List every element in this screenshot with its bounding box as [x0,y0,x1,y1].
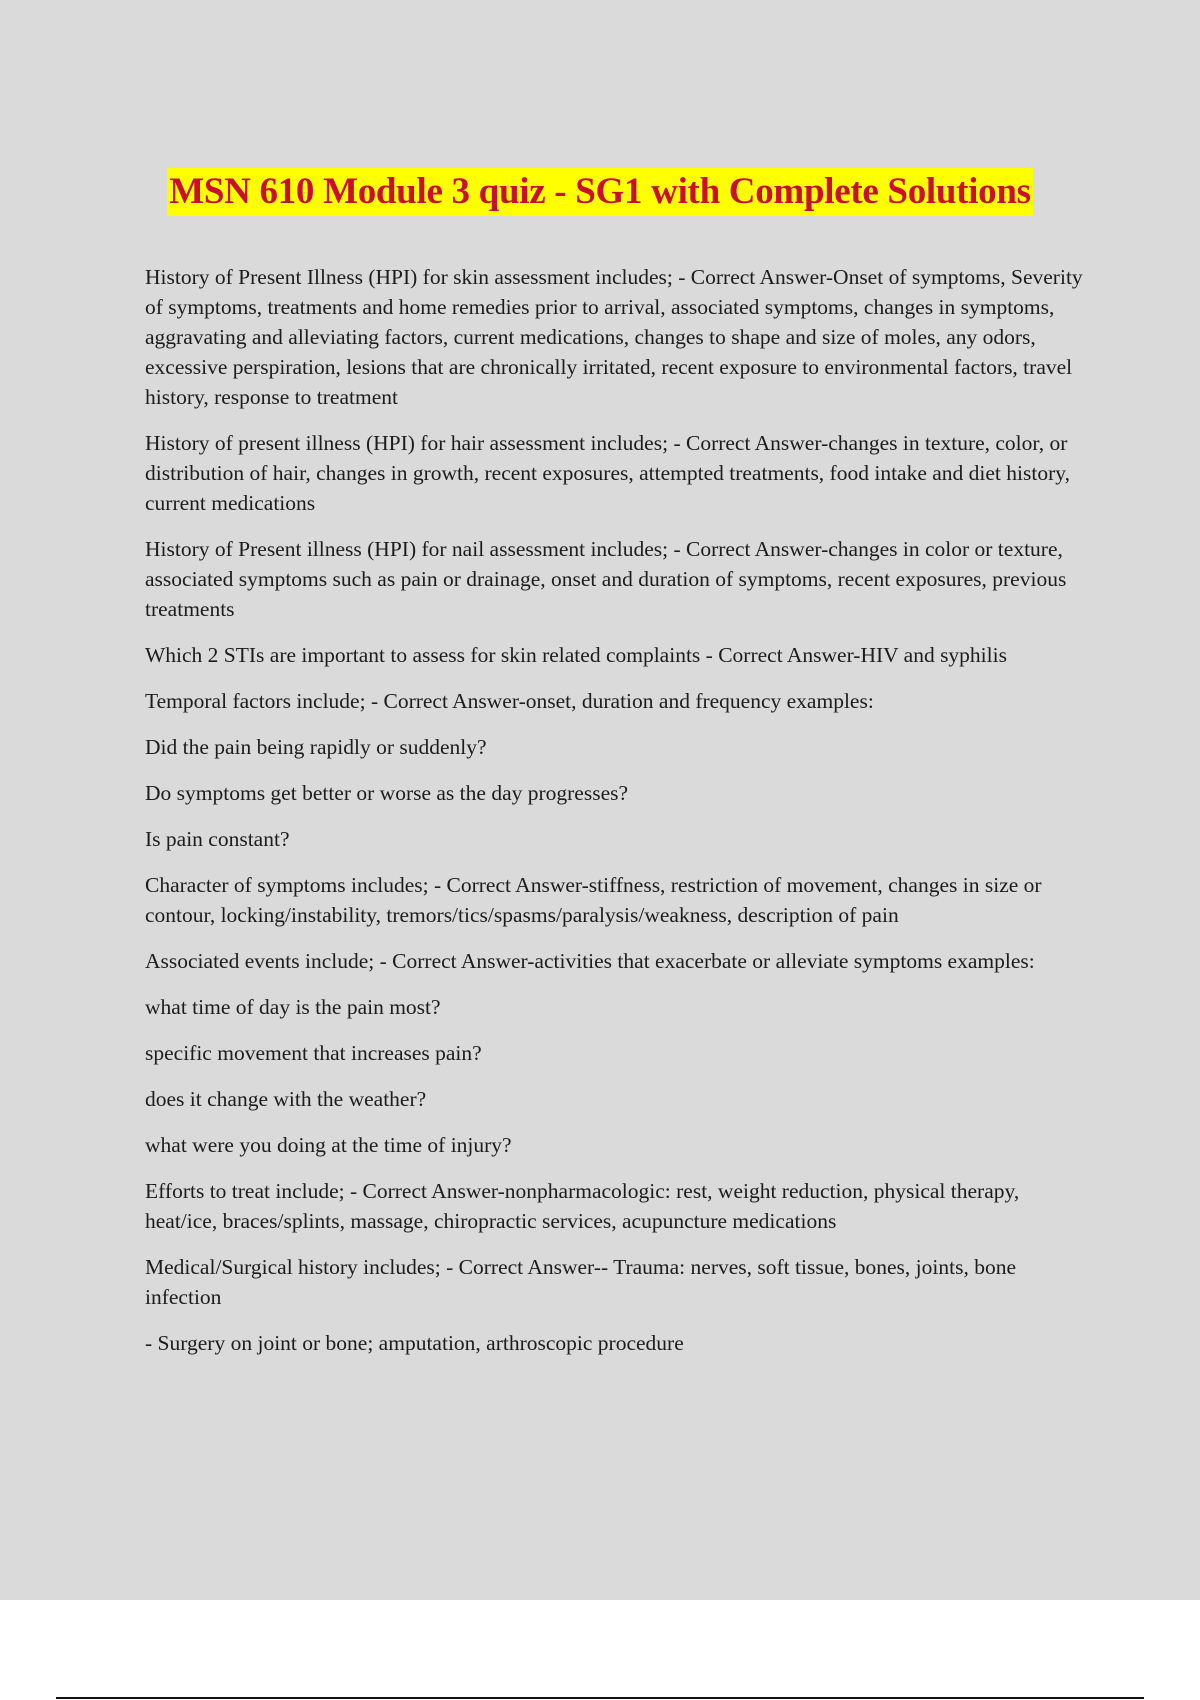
paragraph-hair-hpi: History of present illness (HPI) for hair assessment includes; - Correct Answer-changes in texture, color, or distribution of hair, changes in growth, recent exposures, attempted treatments, food intake and diet history, current medications [145,431,1070,515]
paragraph-example-day: Do symptoms get better or worse as the day progresses? [145,781,629,805]
paragraph-nail-hpi: History of Present illness (HPI) for nail assessment includes; - Correct Answer-changes in color or texture, associated symptoms such as pain or drainage, onset and duration of symptoms, recent exposures, previous treatments [145,537,1067,621]
title-container [0,168,1200,216]
paragraph-efforts-to-treat: Efforts to treat include; - Correct Answer-nonpharmacologic: rest, weight reduction, physical therapy, heat/ice, braces/splints, massage, chiropractic services, acupuncture medications [145,1179,1020,1233]
paragraph-example-rapid: Did the pain being rapidly or suddenly? [145,735,487,759]
paragraph-example-weather: does it change with the weather? [145,1087,427,1111]
paragraph-example-injury: what were you doing at the time of injury? [145,1133,512,1157]
paragraph-surgery: - Surgery on joint or bone; amputation, arthroscopic procedure [145,1331,684,1355]
document-title: MSN 610 Module 3 quiz - SG1 with Complete Solutions [167,168,1032,216]
footer-divider [56,1697,1144,1699]
paragraph-associated-events: Associated events include; - Correct Answer-activities that exacerbate or alleviate symptoms examples: [145,949,1035,973]
paragraph-temporal-factors: Temporal factors include; - Correct Answer-onset, duration and frequency examples: [145,689,874,713]
paragraph-example-movement: specific movement that increases pain? [145,1041,482,1065]
paragraph-character: Character of symptoms includes; - Correct Answer-stiffness, restriction of movement, changes in size or contour, locking/instability, tremors/tics/spasms/paralysis/weakness, description of pain [145,873,1042,927]
paragraph-example-time: what time of day is the pain most? [145,995,441,1019]
paragraph-example-constant: Is pain constant? [145,827,290,851]
paragraph-stis: Which 2 STIs are important to assess for skin related complaints - Correct Answer-HIV and syphilis [145,643,1007,667]
document-body [145,262,1095,1374]
paragraph-skin-hpi: History of Present Illness (HPI) for skin assessment includes; - Correct Answer-Onset of symptoms, Severity of symptoms, treatments and home remedies prior to arrival, associated symptoms, changes in symptoms, aggravating and alleviating factors, current medications, changes to shape and size of moles, any odors, excessive perspiration, lesions that are chronically irritated, recent exposure to environmental factors, travel history, response to treatment [145,265,1083,409]
paragraph-medical-history: Medical/Surgical history includes; - Correct Answer-- Trauma: nerves, soft tissue, bones, joints, bone infection [145,1255,1016,1309]
